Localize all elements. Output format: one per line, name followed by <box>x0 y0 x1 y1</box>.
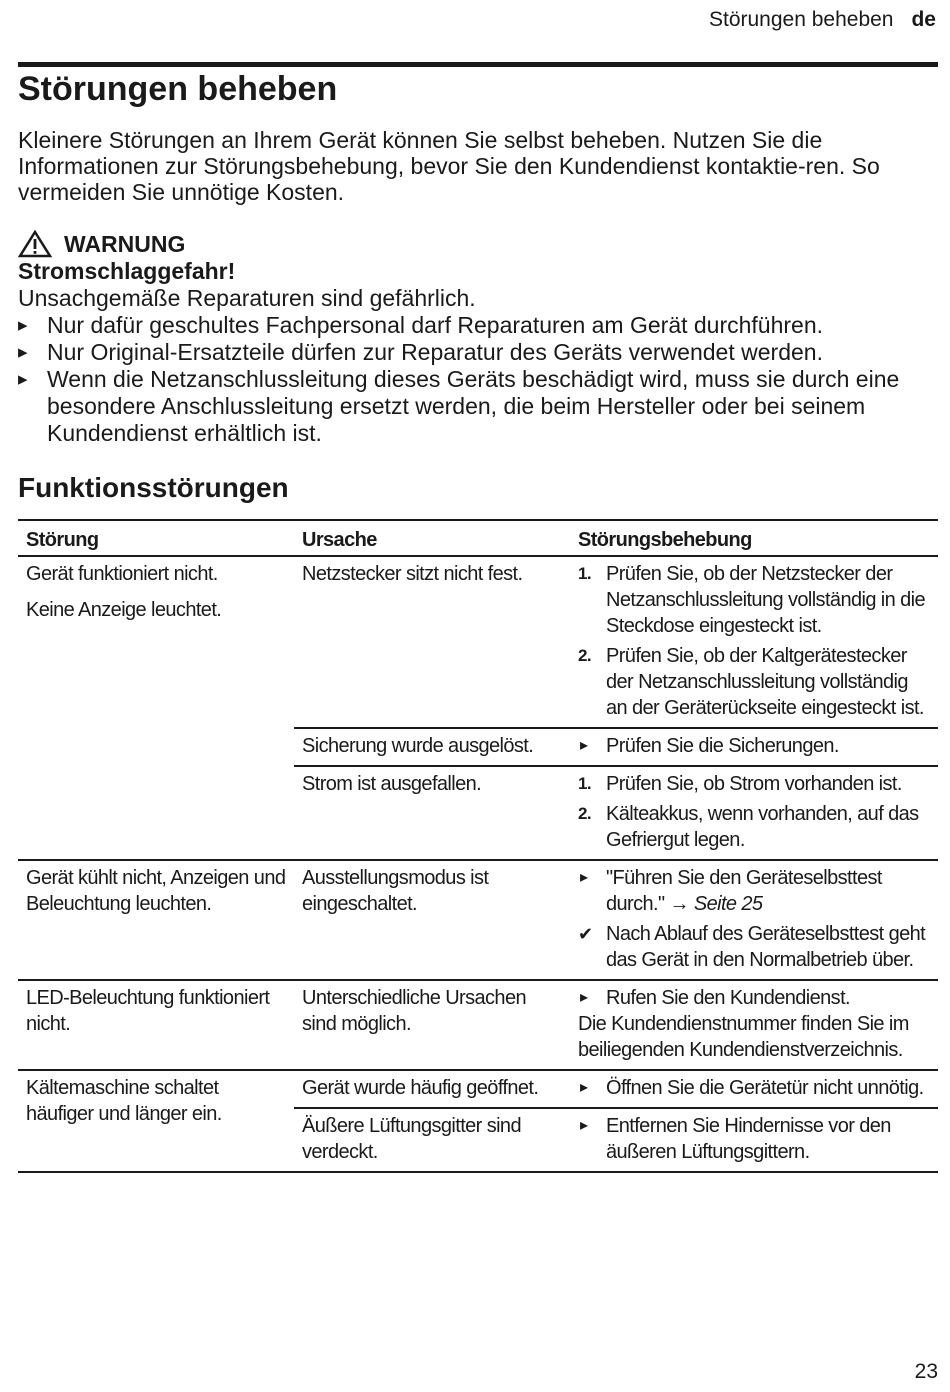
remedy-steps <box>578 733 930 759</box>
remedy-cell <box>570 766 938 860</box>
remedy-note: Die Kundendienstnummer finden Sie im beiliegenden Kundendienstverzeichnis. <box>578 1013 909 1061</box>
remedy-step <box>578 733 930 759</box>
step-number: 1. <box>578 564 591 583</box>
step-number: 2. <box>578 804 591 823</box>
fault-text: Kältemaschine schaltet häufiger und länger ein. <box>26 1077 222 1125</box>
remedy-steps <box>578 771 930 853</box>
table-row <box>18 556 938 728</box>
fault-text: Keine Anzeige leuchtet. <box>26 599 222 621</box>
bullet-triangle-icon: ▸ <box>580 737 588 754</box>
bullet-triangle-icon: ▸ <box>580 1117 588 1134</box>
step-text: Rufen Sie den Kundendienst. <box>606 987 850 1009</box>
remedy-step <box>578 1113 930 1165</box>
step-text: "Führen Sie den Geräteselbsttest durch." <box>606 867 882 915</box>
table-row <box>18 860 938 980</box>
warning-text: Unsachgemäße Reparaturen sind gefährlich. <box>18 285 476 311</box>
remedy-steps <box>578 985 930 1011</box>
warning-box <box>18 230 933 447</box>
remedy-result <box>578 921 930 973</box>
header-language: de <box>911 8 936 31</box>
fault-text: Gerät funktioniert nicht. <box>26 563 218 585</box>
cause-text: Strom ist ausgefallen. <box>302 773 482 795</box>
column-header-remedy: Störungsbehebung <box>570 520 938 556</box>
remedy-cell <box>570 728 938 766</box>
page-title: Störungen beheben <box>18 70 338 108</box>
header-section: Störungen beheben <box>708 8 894 31</box>
checkmark-icon: ✔ <box>578 924 593 944</box>
remedy-cell <box>570 860 938 980</box>
warning-title: Stromschlaggefahr! <box>18 258 236 284</box>
remedy-step <box>578 771 930 797</box>
troubleshooting-table <box>18 519 938 1173</box>
section-title: Funktionsstörungen <box>18 472 289 503</box>
step-number: 2. <box>578 646 591 665</box>
fault-cell <box>18 1070 294 1172</box>
remedy-step <box>578 801 930 853</box>
bullet-triangle-icon: ▸ <box>580 869 588 886</box>
step-text: Prüfen Sie, ob der Netzstecker der Netzanschlussleitung vollständig in die Steckdose eingesteckt ist. <box>606 563 926 637</box>
title-rule <box>18 62 938 67</box>
remedy-steps <box>578 1075 930 1101</box>
remedy-cell <box>570 1108 938 1172</box>
arrow-right-icon: → <box>669 893 689 915</box>
warning-item: ▸ Nur dafür geschultes Fachpersonal darf Reparaturen am Gerät durchführen. <box>18 312 933 339</box>
cause-cell <box>294 980 570 1070</box>
intro-paragraph: Kleinere Störungen an Ihrem Gerät können Sie selbst beheben. Nutzen Sie die Informationen zur Störungsbehebung, bevor Sie den Kundendienst kontaktie-ren. So vermeiden Sie unnötige Kosten. <box>18 127 880 205</box>
result-text: Nach Ablauf des Geräteselbsttest geht das Gerät in den Normalbetrieb über. <box>606 923 926 971</box>
warning-header <box>18 230 933 258</box>
warning-triangle-icon <box>18 230 52 258</box>
cause-cell <box>294 1070 570 1108</box>
remedy-steps <box>578 1113 930 1165</box>
remedy-cell <box>570 1070 938 1108</box>
running-header <box>709 8 936 32</box>
cause-text: Gerät wurde häufig geöffnet. <box>302 1077 539 1099</box>
cause-cell <box>294 728 570 766</box>
column-header-fault: Störung <box>18 520 294 556</box>
warning-label: WARNUNG <box>64 230 186 257</box>
remedy-step <box>578 643 930 721</box>
warning-item: ▸ Nur Original-Ersatzteile dürfen zur Reparatur des Geräts verwendet werden. <box>18 339 933 366</box>
cause-text: Netzstecker sitzt nicht fest. <box>302 563 523 585</box>
bullet-triangle-icon: ▸ <box>580 1079 588 1096</box>
remedy-steps <box>578 865 930 973</box>
remedy-step <box>578 561 930 639</box>
remedy-cell <box>570 980 938 1070</box>
cause-text: Äußere Lüftungsgitter sind verdeckt. <box>302 1115 521 1163</box>
remedy-cell <box>570 556 938 728</box>
step-text: Kälteakkus, wenn vorhanden, auf das Gefriergut legen. <box>606 803 919 851</box>
bullet-triangle-icon: ▸ <box>580 989 588 1006</box>
table-row <box>18 1070 938 1108</box>
fault-cell <box>18 980 294 1070</box>
cause-text: Unterschiedliche Ursachen sind möglich. <box>302 987 527 1035</box>
step-text: Prüfen Sie die Sicherungen. <box>606 735 839 757</box>
cause-text: Ausstellungsmodus ist eingeschaltet. <box>302 867 489 915</box>
remedy-steps <box>578 561 930 721</box>
step-text: Prüfen Sie, ob der Kaltgerätestecker der Netzanschlussleitung vollständig an der Geräterückseite eingesteckt ist. <box>606 645 924 719</box>
step-text: Öffnen Sie die Gerätetür nicht unnötig. <box>606 1077 924 1099</box>
step-text: Entfernen Sie Hindernisse vor den äußeren Lüftungsgittern. <box>606 1115 891 1163</box>
column-header-cause: Ursache <box>294 520 570 556</box>
cause-cell <box>294 766 570 860</box>
table-header-row <box>18 520 938 556</box>
fault-text: LED-Beleuchtung funktioniert nicht. <box>26 987 270 1035</box>
cause-text: Sicherung wurde ausgelöst. <box>302 735 534 757</box>
fault-text: Gerät kühlt nicht, Anzeigen und Beleuchtung leuchten. <box>26 867 286 915</box>
remedy-step <box>578 1075 930 1101</box>
fault-cell <box>18 556 294 860</box>
warning-item: ▸ Wenn die Netzanschlussleitung dieses Geräts beschädigt wird, muss sie durch eine besondere Anschlussleitung ersetzt werden, die beim Hersteller oder bei seinem Kundendienst erhältlich ist. <box>18 366 933 447</box>
step-number: 1. <box>578 774 591 793</box>
remedy-step <box>578 985 930 1011</box>
remedy-step <box>578 865 930 917</box>
fault-cell <box>18 860 294 980</box>
page-reference-link[interactable]: Seite 25 <box>693 893 763 915</box>
step-text: Prüfen Sie, ob Strom vorhanden ist. <box>606 773 902 795</box>
cause-cell <box>294 1108 570 1172</box>
table-row <box>18 980 938 1070</box>
cause-cell <box>294 556 570 728</box>
cause-cell <box>294 860 570 980</box>
page-number: 23 <box>914 1360 938 1383</box>
warning-list <box>18 312 933 447</box>
